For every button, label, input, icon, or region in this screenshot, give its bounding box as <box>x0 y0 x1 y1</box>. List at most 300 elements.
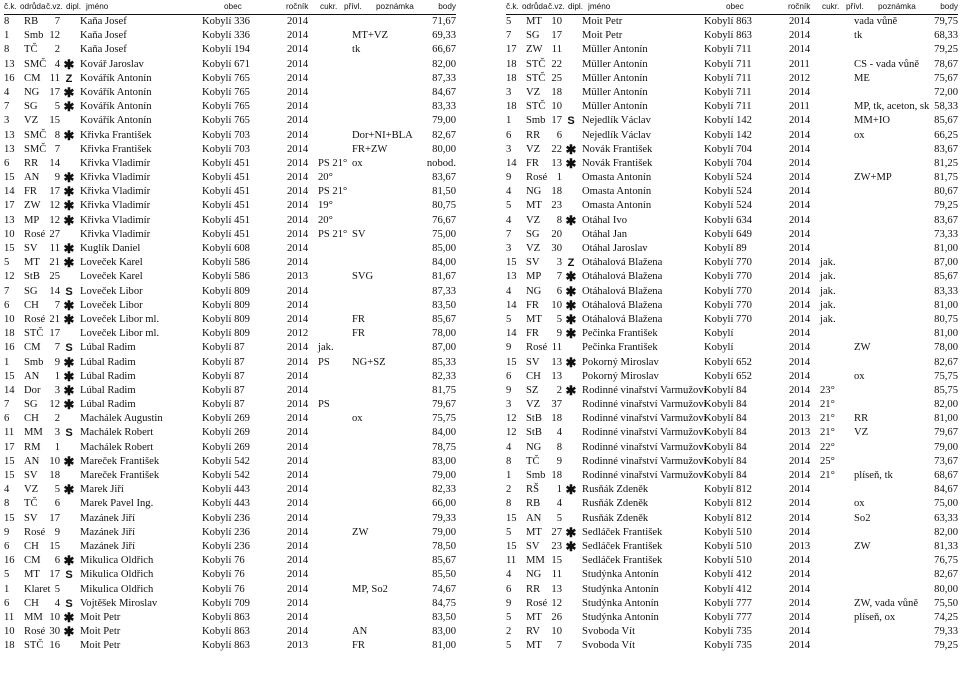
cell-jmeno: Loveček Libor ml. <box>80 328 160 340</box>
cell-odruda: StB <box>526 427 542 439</box>
cell-ck: 6 <box>4 540 10 552</box>
cell-rocnik: 2014 <box>789 243 811 254</box>
cell-poznamka: MP, tk, aceton, sk <box>854 101 930 113</box>
cell-cvz: 2 <box>54 413 60 425</box>
cell-jmeno: Kovář Jaroslav <box>80 58 144 70</box>
cell-poznamka: ox <box>854 370 865 382</box>
cell-rocnik: 2014 <box>789 583 811 595</box>
cell-obec: Kobylí 649 <box>704 228 752 240</box>
cell-ck: 5 <box>506 611 512 623</box>
cell-jmeno: Müller Antonín <box>582 72 648 84</box>
cell-jmeno: Studýnka Antonín <box>582 583 659 595</box>
cell-body: 79,67 <box>432 399 456 411</box>
table-row <box>4 114 456 128</box>
diploma-star-icon: ✱ <box>63 609 75 625</box>
cell-odruda: RR <box>526 129 541 141</box>
cell-cukr-privl: 20° <box>318 214 333 226</box>
cell-obec: Kobylí 777 <box>704 597 752 609</box>
cell-obec: Kobylí 451 <box>202 214 250 226</box>
table-row <box>4 129 456 143</box>
cell-body: 69,33 <box>432 30 456 42</box>
cell-rocnik: 2014 <box>287 512 309 524</box>
cell-jmeno: Kovářík Antonín <box>80 86 152 98</box>
cell-cukr-privl: 20° <box>318 172 333 184</box>
diploma-star-icon: ✱ <box>565 212 577 228</box>
cell-rocnik: 2014 <box>287 583 309 595</box>
cell-jmeno: Novák František <box>582 143 653 155</box>
cell-ck: 7 <box>4 399 10 411</box>
cell-ck: 17 <box>4 441 15 453</box>
cell-body: 83,50 <box>432 611 456 623</box>
cell-poznamka: RR <box>854 413 869 425</box>
cell-cvz: 4 <box>556 498 562 510</box>
cell-ck: 5 <box>506 313 512 325</box>
table-row <box>4 356 456 370</box>
cell-rocnik: 2011 <box>789 101 810 113</box>
cell-jmeno: Müller Antonín <box>582 86 648 98</box>
cell-odruda: FR <box>526 328 539 340</box>
cell-poznamka: tk <box>854 30 863 42</box>
table-row <box>506 341 958 355</box>
cell-jmeno: Křivka Vladimír <box>80 228 151 240</box>
cell-rocnik: 2012 <box>789 72 811 84</box>
cell-jmeno: Kovářík Antonín <box>80 115 152 127</box>
cell-rocnik: 2013 <box>287 271 309 283</box>
cell-cvz: 22 <box>551 143 562 155</box>
cell-jmeno: Kaňa Josef <box>80 30 127 42</box>
cell-odruda: SZ <box>526 384 539 396</box>
cell-obec: Kobylí 704 <box>704 157 752 169</box>
cell-cvz: 7 <box>556 271 562 283</box>
cell-odruda: CH <box>24 299 39 311</box>
cell-ck: 5 <box>506 16 512 27</box>
cell-odruda: VZ <box>526 243 541 254</box>
cell-poznamka: MM+IO <box>854 115 890 127</box>
cell-body: 79,33 <box>934 626 958 638</box>
cell-jmeno: Svoboda Vít <box>582 626 636 638</box>
cell-obec: Kobylí 76 <box>202 555 245 567</box>
cell-cvz: 9 <box>54 526 60 538</box>
cell-odruda: FR <box>526 157 539 169</box>
cell-rocnik: 2014 <box>287 299 309 311</box>
cell-odruda: CM <box>24 72 41 84</box>
cell-ck: 15 <box>4 470 15 481</box>
table-row <box>4 100 456 114</box>
table-row <box>506 597 958 611</box>
cell-body: 87,33 <box>432 72 456 84</box>
cell-body: 87,33 <box>432 285 456 297</box>
header-body: body <box>940 2 958 11</box>
cell-body: 78,75 <box>432 441 456 453</box>
cell-cvz: 7 <box>54 16 60 27</box>
cell-rocnik: 2014 <box>789 200 811 212</box>
cell-odruda: RM <box>24 441 41 453</box>
cell-obec: Kobylí 809 <box>202 313 250 325</box>
cell-poznamka: ZW <box>352 526 369 538</box>
cell-obec: Kobylí 542 <box>202 470 250 481</box>
cell-odruda: MM <box>24 611 43 623</box>
cell-cukr-privl: jak. <box>820 313 836 325</box>
cell-obec: Kobylí 84 <box>704 427 747 439</box>
cell-rocnik: 2014 <box>789 611 811 623</box>
cell-ck: 9 <box>506 172 512 184</box>
cell-rocnik: 2014 <box>287 540 309 552</box>
cell-body: 87,00 <box>934 257 958 269</box>
cell-obec: Kobylí 412 <box>704 583 752 595</box>
cell-body: 81,00 <box>934 243 958 254</box>
table-row <box>506 583 958 597</box>
cell-obec: Kobylí 809 <box>202 299 250 311</box>
diploma-star-icon: ✱ <box>565 538 577 554</box>
cell-jmeno: Loveček Karel <box>80 271 143 283</box>
cell-rocnik: 2014 <box>789 285 811 297</box>
table-row <box>4 398 456 412</box>
right-column <box>506 0 958 653</box>
cell-cukr-privl: jak. <box>820 285 836 297</box>
diploma-star-icon: ✱ <box>63 368 75 384</box>
cell-rocnik: 2014 <box>287 455 309 467</box>
cell-ck: 9 <box>506 384 512 396</box>
diploma-star-icon: ✱ <box>565 297 577 313</box>
header-ck: č.k. <box>4 2 17 11</box>
cell-odruda: SG <box>526 228 540 240</box>
cell-cukr-privl: jak. <box>820 271 836 283</box>
cell-ck: 7 <box>506 30 512 42</box>
cell-odruda: CM <box>24 555 41 567</box>
cell-odruda: Klaret <box>24 583 51 595</box>
table-row <box>506 285 958 299</box>
cell-ck: 1 <box>4 583 10 595</box>
header-obec: obec <box>224 2 242 11</box>
cell-body: 72,00 <box>934 86 958 98</box>
cell-cvz: 9 <box>54 356 60 368</box>
cell-jmeno: Kovářík Antonín <box>80 72 152 84</box>
table-row <box>506 15 958 29</box>
cell-body: 66,00 <box>432 498 456 510</box>
cell-odruda: Rosé <box>24 526 46 538</box>
cell-obec: Kobylí 84 <box>704 470 747 481</box>
header-cukr: cukr. <box>822 2 840 11</box>
cell-body: 79,67 <box>934 427 958 439</box>
cell-obec: Kobylí 671 <box>202 58 250 70</box>
cell-ck: 1 <box>506 470 512 481</box>
cell-body: 85,33 <box>432 356 456 368</box>
table-row <box>4 242 456 256</box>
cell-ck: 11 <box>4 611 15 623</box>
cell-body: 83,00 <box>432 455 456 467</box>
cell-rocnik: 2014 <box>287 58 309 70</box>
cell-odruda: RR <box>24 157 39 169</box>
cell-obec: Kobylí 510 <box>704 526 752 538</box>
cell-obec: Kobylí 652 <box>704 370 752 382</box>
cell-odruda: VZ <box>24 115 39 127</box>
cell-rocnik: 2014 <box>287 285 309 297</box>
cell-obec: Kobylí 863 <box>202 626 250 638</box>
cell-body: 82,00 <box>432 58 456 70</box>
cell-cvz: 10 <box>551 101 562 113</box>
cell-odruda: VZ <box>526 399 541 411</box>
cell-cvz: 1 <box>556 484 562 496</box>
cell-ck: 6 <box>506 129 512 141</box>
cell-jmeno: Moit Petr <box>80 611 121 623</box>
cell-body: 58,33 <box>934 101 958 113</box>
cell-odruda: SMČ <box>24 143 47 155</box>
cell-obec: Kobylí 765 <box>202 72 250 84</box>
cell-rocnik: 2014 <box>789 455 811 467</box>
cell-jmeno: Rodinné vinařství Varmužovi <box>582 427 707 439</box>
cell-ck: 2 <box>506 484 512 496</box>
cell-body: 79,33 <box>432 512 456 524</box>
cell-cvz: 20 <box>551 228 562 240</box>
cell-rocnik: 2014 <box>789 498 811 510</box>
cell-cvz: 15 <box>551 555 562 567</box>
header-cvz: č.vz. <box>46 2 63 11</box>
diploma-star-icon: ✱ <box>565 269 577 285</box>
cell-jmeno: Moit Petr <box>80 626 121 638</box>
cell-body: 79,00 <box>432 115 456 127</box>
table-row <box>506 455 958 469</box>
cell-poznamka: MP, So2 <box>352 583 388 595</box>
cell-rocnik: 2014 <box>287 214 309 226</box>
cell-obec: Kobylí 652 <box>704 356 752 368</box>
cell-body: 85,75 <box>934 384 958 396</box>
table-row <box>4 455 456 469</box>
table-row <box>506 512 958 526</box>
cell-cvz: 1 <box>54 441 60 453</box>
cell-cvz: 17 <box>49 328 60 340</box>
cell-odruda: NG <box>526 186 542 198</box>
cell-rocnik: 2014 <box>287 129 309 141</box>
diploma-star-icon: ✱ <box>63 482 75 498</box>
cell-rocnik: 2014 <box>789 299 811 311</box>
cell-obec: Kobylí 704 <box>704 143 752 155</box>
cell-cukr-privl: 21° <box>820 427 835 439</box>
cell-body: 79,00 <box>934 441 958 453</box>
cell-ck: 13 <box>506 271 517 283</box>
cell-rocnik: 2014 <box>287 611 309 623</box>
cell-jmeno: Studýnka Antonín <box>582 569 659 581</box>
cell-body: 83,67 <box>934 143 958 155</box>
cell-rocnik: 2014 <box>287 86 309 98</box>
cell-body: nobod. <box>426 157 456 169</box>
cell-cukr-privl: PS <box>318 356 330 368</box>
cell-obec: Kobylí 703 <box>202 129 250 141</box>
cell-jmeno: Loveček Libor ml. <box>80 313 160 325</box>
cell-cvz: 8 <box>556 441 562 453</box>
cell-odruda: Smb <box>526 470 546 481</box>
cell-odruda: SV <box>24 243 38 254</box>
cell-rocnik: 2014 <box>789 555 811 567</box>
cell-obec: Kobylí 510 <box>704 555 752 567</box>
cell-odruda: Rosé <box>526 597 548 609</box>
cell-rocnik: 2014 <box>789 228 811 240</box>
cell-ck: 15 <box>506 257 517 269</box>
cell-ck: 4 <box>4 86 10 98</box>
cell-cvz: 5 <box>54 484 60 496</box>
cell-odruda: Rosé <box>24 626 46 638</box>
cell-cvz: 10 <box>49 455 60 467</box>
diploma-star-icon: ✱ <box>63 170 75 186</box>
cell-odruda: Smb <box>24 30 44 42</box>
cell-body: 82,00 <box>934 526 958 538</box>
cell-obec: Kobylí 809 <box>202 328 250 340</box>
cell-obec: Kobylí 84 <box>704 399 747 411</box>
cell-rocnik: 2014 <box>789 569 811 581</box>
cell-ck: 15 <box>4 512 15 524</box>
cell-obec: Kobylí 451 <box>202 172 250 184</box>
cell-jmeno: Kaňa Josef <box>80 44 127 56</box>
table-row <box>506 483 958 497</box>
cell-odruda: NG <box>526 441 542 453</box>
cell-jmeno: Lúbal Radim <box>80 384 136 396</box>
cell-odruda: StB <box>24 271 40 283</box>
diploma-star-icon: ✱ <box>565 311 577 327</box>
cell-cukr-privl: 25° <box>820 455 835 467</box>
cell-obec: Kobylí 76 <box>202 583 245 595</box>
cell-cukr-privl: jak. <box>318 342 334 354</box>
cell-obec: Kobylí 524 <box>704 200 752 212</box>
header-body: body <box>438 2 456 11</box>
cell-jmeno: Kaňa Josef <box>80 16 127 27</box>
cell-cukr-privl: 21° <box>820 413 835 425</box>
cell-rocnik: 2012 <box>287 328 309 340</box>
cell-rocnik: 2014 <box>789 16 811 27</box>
cell-rocnik: 2014 <box>789 257 811 269</box>
diploma-star-icon: ✱ <box>63 311 75 327</box>
header-rocnik: ročník <box>788 2 811 11</box>
cell-rocnik: 2014 <box>789 115 811 127</box>
cell-body: 81,33 <box>934 540 958 552</box>
cell-odruda: VZ <box>526 214 541 226</box>
cell-obec: Kobylí 236 <box>202 526 250 538</box>
cell-body: 80,00 <box>934 583 958 595</box>
table-row <box>506 143 958 157</box>
cell-cvz: 26 <box>551 611 562 623</box>
cell-odruda: NG <box>24 86 40 98</box>
cell-jmeno: Mareček František <box>80 455 160 467</box>
cell-ck: 7 <box>4 101 10 113</box>
cell-obec: Kobylí 863 <box>704 30 752 42</box>
cell-ck: 4 <box>506 441 512 453</box>
cell-jmeno: Pokorný Miroslav <box>582 356 659 368</box>
table-row <box>506 568 958 582</box>
cell-cvz: 5 <box>54 101 60 113</box>
cell-ck: 14 <box>506 157 517 169</box>
diploma-star-icon: ✱ <box>565 155 577 171</box>
cell-body: 79,25 <box>934 640 958 652</box>
table-row <box>506 129 958 143</box>
cell-obec: Kobylí 770 <box>704 271 752 283</box>
cell-odruda: SG <box>24 285 38 297</box>
cell-rocnik: 2014 <box>287 257 309 269</box>
cell-cvz: 11 <box>551 569 562 581</box>
cell-poznamka: SVG <box>352 271 374 283</box>
table-row <box>506 114 958 128</box>
cell-cvz: 15 <box>49 540 60 552</box>
table-row <box>4 214 456 228</box>
diploma-star-icon: ✱ <box>63 382 75 398</box>
cell-ck: 8 <box>506 498 512 510</box>
diploma-star-icon: ✱ <box>63 84 75 100</box>
header-privl: přívl. <box>344 2 362 11</box>
cell-rocnik: 2014 <box>287 228 309 240</box>
cell-odruda: MM <box>526 555 545 567</box>
cell-body: 79,25 <box>934 200 958 212</box>
cell-rocnik: 2014 <box>789 328 811 340</box>
cell-poznamka: FR <box>352 328 365 340</box>
cell-cvz: 27 <box>551 526 562 538</box>
cell-obec: Kobylí 87 <box>202 370 245 382</box>
cell-ck: 9 <box>506 342 512 354</box>
cell-obec: Kobylí 84 <box>704 455 747 467</box>
cell-poznamka: FR <box>352 313 365 325</box>
header-obec: obec <box>726 2 744 11</box>
cell-odruda: VZ <box>526 143 541 155</box>
cell-cvz: 12 <box>551 597 562 609</box>
table-row <box>4 597 456 611</box>
cell-jmeno: Mikulica Oldřich <box>80 555 154 567</box>
table-row <box>4 157 456 171</box>
cell-rocnik: 2014 <box>287 370 309 382</box>
cell-ck: 17 <box>4 200 15 212</box>
cell-body: 78,50 <box>432 540 456 552</box>
table-row <box>506 100 958 114</box>
table-row <box>506 270 958 284</box>
cell-cvz: 21 <box>49 257 60 269</box>
table-row <box>506 256 958 270</box>
cell-ck: 8 <box>4 44 10 56</box>
cell-cvz: 7 <box>54 143 60 155</box>
cell-rocnik: 2014 <box>789 214 811 226</box>
cell-rocnik: 2013 <box>789 540 811 552</box>
cell-rocnik: 2014 <box>789 370 811 382</box>
cell-jmeno: Nejedlík Václav <box>582 115 651 127</box>
table-row <box>4 29 456 43</box>
header-jmeno: jméno <box>588 2 611 11</box>
table-row <box>4 384 456 398</box>
cell-obec: Kobylí 765 <box>202 101 250 113</box>
cell-ck: 14 <box>4 186 15 198</box>
cell-poznamka: ZW <box>854 540 871 552</box>
cell-cvz: 10 <box>551 16 562 27</box>
cell-cvz: 13 <box>551 583 562 595</box>
cell-ck: 14 <box>4 384 15 396</box>
cell-cvz: 11 <box>551 342 562 354</box>
cell-jmeno: Mareček František <box>80 470 160 481</box>
cell-odruda: Rosé <box>24 228 46 240</box>
cell-obec: Kobylí 443 <box>202 484 250 496</box>
table-row <box>506 469 958 483</box>
cell-ck: 8 <box>4 498 10 510</box>
table-row <box>506 72 958 86</box>
cell-obec: Kobylí 336 <box>202 16 250 27</box>
cell-poznamka: CS - vada vůně <box>854 58 920 70</box>
cell-rocnik: 2014 <box>287 157 309 169</box>
cell-poznamka: So2 <box>854 512 871 524</box>
cell-cvz: 25 <box>49 271 60 283</box>
table-row <box>506 625 958 639</box>
cell-ck: 18 <box>4 640 15 652</box>
cell-body: 68,67 <box>934 470 958 481</box>
cell-odruda: SV <box>526 540 540 552</box>
table-header-left <box>4 0 456 15</box>
table-row <box>4 370 456 384</box>
cell-poznamka: plíseň, ox <box>854 611 896 623</box>
cell-jmeno: Mikulica Oldřich <box>80 569 154 581</box>
cell-body: 85,67 <box>432 313 456 325</box>
cell-body: 83,67 <box>432 172 456 184</box>
left-column <box>4 0 456 653</box>
